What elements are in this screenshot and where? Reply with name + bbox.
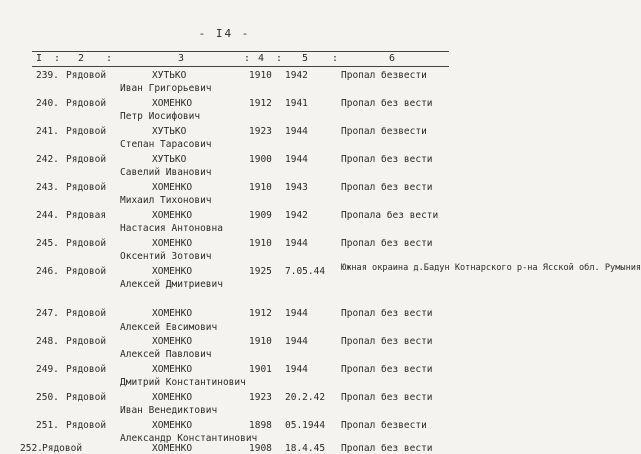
given-names: Иван Венедиктович <box>120 405 218 416</box>
date: 18.4.45 <box>285 443 326 454</box>
birth-year: 1908 <box>249 443 272 454</box>
header-col-2: 2 <box>78 53 85 64</box>
given-names: Алексей Павлович <box>120 349 212 360</box>
given-names: Михаил Тихонович <box>120 195 212 206</box>
rank: Рядовой <box>66 238 107 249</box>
fate: Пропал без вести <box>341 238 433 249</box>
surname: ХОМЕНКО <box>152 364 193 375</box>
given-names: Алексей Дмитриевич <box>120 279 223 290</box>
row-number: 246. <box>36 266 59 277</box>
birth-year: 1910 <box>249 336 272 347</box>
rank: Рядовой <box>66 154 107 165</box>
header-sep: : <box>276 53 283 64</box>
date: 05.1944 <box>285 420 326 431</box>
fate: Пропал без вести <box>341 392 433 403</box>
row-number: 247. <box>36 308 59 319</box>
birth-year: 1912 <box>249 308 272 319</box>
date: 1942 <box>285 70 308 81</box>
row-number: 242. <box>36 154 59 165</box>
date: 1944 <box>285 154 308 165</box>
rank: Рядовой <box>66 308 107 319</box>
birth-year: 1925 <box>249 266 272 277</box>
rank: Рядовой <box>66 420 107 431</box>
rank: Рядовой <box>66 364 107 375</box>
date: 1944 <box>285 238 308 249</box>
date: 1944 <box>285 364 308 375</box>
birth-year: 1901 <box>249 364 272 375</box>
rank: Рядовой <box>42 443 83 454</box>
birth-year: 1923 <box>249 392 272 403</box>
surname: ХОМЕНКО <box>152 98 193 109</box>
fate: Пропал без вести <box>341 364 433 375</box>
header-col-4: 4 <box>258 53 265 64</box>
row-number: 240. <box>36 98 59 109</box>
surname: ХОМЕНКО <box>152 308 193 319</box>
birth-year: 1910 <box>249 238 272 249</box>
header-col-3: 3 <box>178 53 185 64</box>
birth-year: 1900 <box>249 154 272 165</box>
surname: ХУТЬКО <box>152 154 187 165</box>
fate: Пропал без вести <box>341 154 433 165</box>
date: 1941 <box>285 98 308 109</box>
fate: Пропал без вести <box>341 98 433 109</box>
fate: Пропал безвести <box>341 70 427 81</box>
given-names: Савелий Иванович <box>120 167 212 178</box>
given-names: Настасия Антоновна <box>120 223 223 234</box>
birth-year: 1910 <box>249 70 272 81</box>
surname: ХОМЕНКО <box>152 182 193 193</box>
fate: Пропал без вести <box>341 336 433 347</box>
birth-year: 1912 <box>249 98 272 109</box>
fate: Пропал безвести <box>341 126 427 137</box>
given-names: Степан Тарасович <box>120 139 212 150</box>
surname: ХУТЬКО <box>152 70 187 81</box>
rank: Рядовой <box>66 336 107 347</box>
date: 1944 <box>285 126 308 137</box>
row-number: 250. <box>36 392 59 403</box>
row-number: 249. <box>36 364 59 375</box>
row-number: 245. <box>36 238 59 249</box>
row-number: 252. <box>20 443 43 454</box>
date: 1944 <box>285 308 308 319</box>
fate: Пропал без вести <box>341 182 433 193</box>
date: 1944 <box>285 336 308 347</box>
surname: ХОМЕНКО <box>152 443 193 454</box>
row-number: 248. <box>36 336 59 347</box>
row-number: 243. <box>36 182 59 193</box>
birth-year: 1910 <box>249 182 272 193</box>
fate: Пропала без вести <box>341 210 439 221</box>
birth-year: 1923 <box>249 126 272 137</box>
header-col-1: I <box>36 53 43 64</box>
header-col-5: 5 <box>302 53 309 64</box>
date: 20.2.42 <box>285 392 326 403</box>
birth-year: 1898 <box>249 420 272 431</box>
rank: Рядовой <box>66 126 107 137</box>
surname: ХОМЕНКО <box>152 266 193 277</box>
birth-year: 1909 <box>249 210 272 221</box>
surname: ХУТЬКО <box>152 126 187 137</box>
fate: Пропал без вести <box>341 443 433 454</box>
rank: Рядовой <box>66 70 107 81</box>
fate-location-note: Южная окраина д.Бадун Котнарского р-на Ясской обл. Румыния <box>341 263 641 273</box>
header-sep: : <box>106 53 113 64</box>
header-bottom-rule <box>32 66 449 67</box>
date: 1943 <box>285 182 308 193</box>
surname: ХОМЕНКО <box>152 210 193 221</box>
rank: Рядовой <box>66 266 107 277</box>
header-top-rule <box>32 51 449 52</box>
given-names: Александр Константинович <box>120 433 258 444</box>
given-names: Петр Иосифович <box>120 111 201 122</box>
surname: ХОМЕНКО <box>152 392 193 403</box>
row-number: 244. <box>36 210 59 221</box>
surname: ХОМЕНКО <box>152 420 193 431</box>
given-names: Оксентий Зотович <box>120 251 212 262</box>
fate: Пропал безвести <box>341 420 427 431</box>
rank: Рядовая <box>66 210 107 221</box>
rank: Рядовой <box>66 392 107 403</box>
given-names: Алексей Евсимович <box>120 322 218 333</box>
given-names: Дмитрий Константинович <box>120 377 246 388</box>
page-number: - I4 - <box>198 27 251 40</box>
surname: ХОМЕНКО <box>152 238 193 249</box>
surname: ХОМЕНКО <box>152 336 193 347</box>
fate: Пропал без вести <box>341 308 433 319</box>
header-col-6: 6 <box>389 53 396 64</box>
table-header <box>32 53 449 67</box>
row-number: 239. <box>36 70 59 81</box>
header-sep: : <box>244 53 251 64</box>
row-number: 241. <box>36 126 59 137</box>
row-number: 251. <box>36 420 59 431</box>
header-sep: : <box>54 53 61 64</box>
date: 7.05.44 <box>285 266 326 277</box>
rank: Рядовой <box>66 182 107 193</box>
given-names: Иван Григорьевич <box>120 83 212 94</box>
date: 1942 <box>285 210 308 221</box>
header-sep: : <box>332 53 339 64</box>
rank: Рядовой <box>66 98 107 109</box>
